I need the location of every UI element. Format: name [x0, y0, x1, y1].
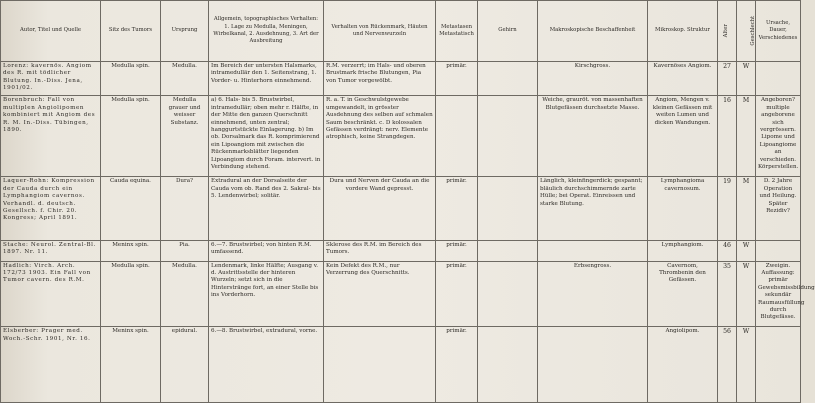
cell-alter: 16 [718, 96, 737, 177]
cell-topo: Extradural an der Dorsalseite der Cauda vom ob. Rand des 2. Sakral- bis 5. Lendenwirbel; solitär. [209, 177, 324, 240]
cell-verhalten: Sklerose des R.M. im Bereich des Tumors. [324, 240, 436, 261]
header-mikro: Mikroskop. Struktur [648, 1, 718, 62]
cell-metastasen [436, 96, 478, 177]
cell-mikro: Lymphangioma cavernosum. [648, 177, 718, 240]
cell-verhalten: R.M. verzerrt; im Hals- und oberen Brustmark frische Blutungen, Pia von Tumor vorgewölbt. [324, 62, 436, 96]
header-alter [718, 1, 737, 62]
cell-sitz: Medulla spin. [101, 62, 161, 96]
cell-ursprung: Medulla. [161, 261, 209, 327]
cell-ursprung: Pia. [161, 240, 209, 261]
cell-metastasen: primär. [436, 240, 478, 261]
table-row [1, 177, 801, 240]
cell-ursprung: Medulla grauer und weisser Substanz. [161, 96, 209, 177]
header-row [1, 1, 801, 62]
cell-ursache: Zweigin. Auffassung: primär Gewebsmissbildung sekundär Raumausfüllung durch Blutgefässe. [756, 261, 801, 327]
cell-verhalten: Kein Defekt des R.M., nur Verzerrung des Querschnitts. [324, 261, 436, 327]
cell-verhalten: R. a. T. in Geschwulstgewebe umgewandelt, in grösster Ausdehnung des selben auf schmalen Saum beschränkt. c. D kolossalen Gefässen verdrängt: nerv. Elemente atrophisch, keine Strangdegen. [324, 96, 436, 177]
cell-author: Elsberber: Prager med. Woch.-Schr. 1901, Nr. 16. [1, 327, 101, 403]
header-metastasen: Metastasen Metastatisch [436, 1, 478, 62]
cell-ursache: D. 2 Jahre Operation und Heilung. Später Rezidiv? [756, 177, 801, 240]
cell-makro: Erbsengross. [538, 261, 648, 327]
cell-sitz: Meninx spin. [101, 327, 161, 403]
cell-author: Borenbruch: Fall von multiplen Angiolipomen kombiniert mit Angiom des R. M. In.-Diss. Tübingen, 1890. [1, 96, 101, 177]
table-row [1, 62, 801, 96]
cell-gehirn [478, 327, 538, 403]
cell-metastasen: primär. [436, 327, 478, 403]
cell-ursprung: Medulla. [161, 62, 209, 96]
cell-makro [538, 327, 648, 403]
header-gehirn: Gehirn [478, 1, 538, 62]
cell-verhalten: Dura und Nerven der Cauda an die vordere Wand gepresst. [324, 177, 436, 240]
header-ursprung: Ursprung [161, 1, 209, 62]
cell-makro [538, 240, 648, 261]
cell-gehirn [478, 62, 538, 96]
table-row [1, 240, 801, 261]
cell-sitz: Cauda equina. [101, 177, 161, 240]
cell-metastasen: primär. [436, 261, 478, 327]
cell-geschlecht: W [737, 327, 756, 403]
cell-geschlecht: M [737, 177, 756, 240]
cell-mikro: Angiolipom. [648, 327, 718, 403]
cell-ursache [756, 62, 801, 96]
cell-sitz: Medulla spin. [101, 96, 161, 177]
cell-topo: Lendenmark, linke Hälfte; Ausgang v. d. Austrittsstelle der hinteren Wurzeln; setzt sich in die Hinterstränge fort, an einer Stelle bis ins Vorderhorn. [209, 261, 324, 327]
header-geschlecht [737, 1, 756, 62]
cell-topo: 6.—7. Brustwirbel; von hinten R.M. umfassend. [209, 240, 324, 261]
cell-makro: Kirschgross. [538, 62, 648, 96]
header-makro: Makroskopische Beschaffenheit [538, 1, 648, 62]
header-ursache: Ursache, Dauer, Verschiedenes [756, 1, 801, 62]
cell-sitz: Medulla spin. [101, 261, 161, 327]
table-row [1, 96, 801, 177]
cell-ursache [756, 327, 801, 403]
cell-ursprung: Dura? [161, 177, 209, 240]
cell-alter: 27 [718, 62, 737, 96]
cell-gehirn [478, 177, 538, 240]
cell-geschlecht: W [737, 240, 756, 261]
header-verhalten: Verhalten von Rückenmark, Häuten und Nervenwurzeln [324, 1, 436, 62]
cell-alter: 35 [718, 261, 737, 327]
cell-geschlecht: M [737, 96, 756, 177]
header-author: Autor, Titel und Quelle [1, 1, 101, 62]
cell-makro: Länglich, kleinfingerdick; gespannt; bläulich durchschimmernde zarte Hülle; bei Operat. Einreissen und starke Blutung. [538, 177, 648, 240]
cell-topo: 6.—8. Brustwirbel, extradural, vorne. [209, 327, 324, 403]
cell-author: Hadlich: Virch. Arch. 172/73 1903. Ein Fall von Tumor cavern. des R.M. [1, 261, 101, 327]
cell-ursprung: epidural. [161, 327, 209, 403]
cell-ursache [756, 240, 801, 261]
cell-gehirn [478, 96, 538, 177]
cell-sitz: Meninx spin. [101, 240, 161, 261]
cell-alter: 56 [718, 327, 737, 403]
cell-mikro: Cavernom, Thrombenin den Gefässen. [648, 261, 718, 327]
cell-verhalten [324, 327, 436, 403]
cell-makro: Weiche, grauröt. von massenhaften Blutgefässen durchsetzte Masse. [538, 96, 648, 177]
header-sitz: Sitz des Tumors [101, 1, 161, 62]
header-topo: Allgemein, topographisches Verhalten: 1. Lage zu Medulla, Meningen, Wirbelkanal, 2. Ausdehnung, 3. Art der Ausbreitung [209, 1, 324, 62]
cell-geschlecht: W [737, 261, 756, 327]
cell-alter: 19 [718, 177, 737, 240]
cell-metastasen: primär. [436, 62, 478, 96]
cell-author: Laquer-Rohn: Kompression der Cauda durch ein Lymphangiom cavernos. Verhandl. d. deutsch. Gesellsch. f. Chir. 20. Kongress; April 1891. [1, 177, 101, 240]
cell-alter: 46 [718, 240, 737, 261]
cell-ursache: Angeboren? multiple angeborene sich vergrössern. Lipome und Lipoangiome an verschieden. Körperstellen. [756, 96, 801, 177]
cell-metastasen: primär. [436, 177, 478, 240]
cell-mikro: Angiom, Mengen v. kleinen Gefässen mit weiten Lumen und dicken Wandungen. [648, 96, 718, 177]
cell-gehirn [478, 261, 538, 327]
cell-gehirn [478, 240, 538, 261]
cell-topo: Im Bereich der untersten Halsmarks, intramedullär den 1. Seitenstrang, 1. Vorder- u. Hinterhorn einnehmend. [209, 62, 324, 96]
cell-author: Stache: Neurol. Zentral-Bl. 1897. Nr. 11. [1, 240, 101, 261]
cell-geschlecht: W [737, 62, 756, 96]
table-row [1, 327, 801, 403]
table-row [1, 261, 801, 327]
cell-mikro: Lymphangiom. [648, 240, 718, 261]
header-geschlecht-text: Geschlecht [750, 16, 757, 46]
cell-author: Lorenz: kavernös. Angiom des R. mit tödlicher Blutung. In.-Diss. Jena, 1901/02. [1, 62, 101, 96]
cell-topo: a) 6. Hals- bis 5. Brustwirbel, intramedullär; oben mehr r. Hälfte, in der Mitte den ganzen Querschnitt einnehmend, unten zentral; hanggurtstückte Einlagerung. b) Im ob. Dorsalmark das R. komprimierend ein Lipoangiom mit zwischen die Rückenmarksblätter liegenden Lipoangiom durch Foram. intervert. in Verbindung stehend. [209, 96, 324, 177]
cell-mikro: Kavernöses Angiom. [648, 62, 718, 96]
header-alter-text: Alter [723, 24, 730, 38]
